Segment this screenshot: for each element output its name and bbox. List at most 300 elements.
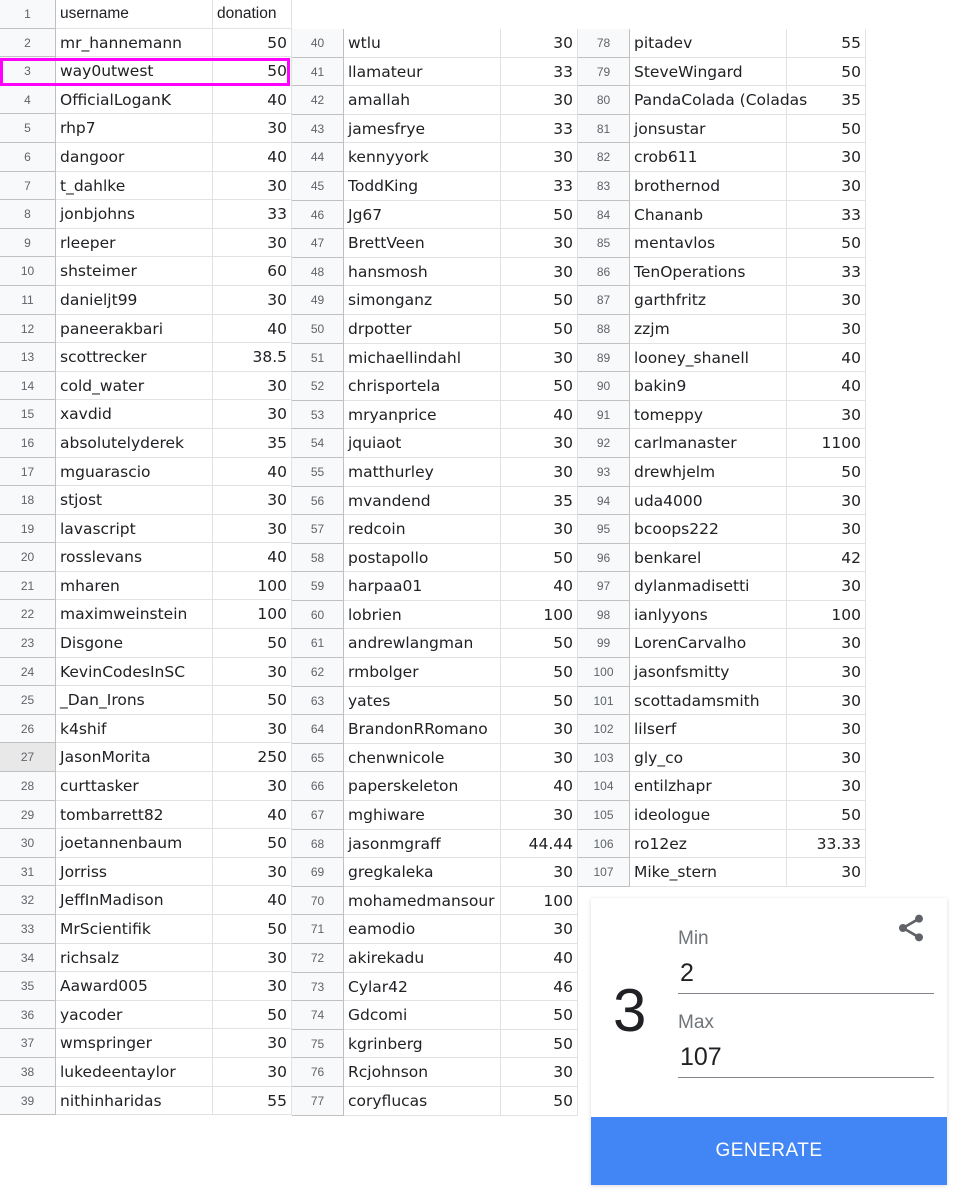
row-number[interactable]: 85 (578, 229, 630, 258)
row-number[interactable]: 35 (0, 972, 56, 1001)
username-cell[interactable]: brothernod (630, 172, 787, 201)
donation-cell[interactable]: 40 (213, 801, 292, 830)
donation-cell[interactable]: 30 (787, 315, 866, 344)
username-cell[interactable]: BrandonRRomano (344, 715, 501, 744)
row-number[interactable]: 62 (292, 658, 344, 687)
username-cell[interactable]: kgrinberg (344, 1030, 501, 1059)
username-cell[interactable]: curttasker (56, 772, 213, 801)
donation-cell[interactable]: 30 (787, 286, 866, 315)
row-number[interactable]: 41 (292, 58, 344, 87)
row-number[interactable]: 21 (0, 572, 56, 601)
row-number[interactable]: 3 (0, 57, 56, 86)
username-cell[interactable]: drpotter (344, 315, 501, 344)
username-cell[interactable]: wtlu (344, 29, 501, 58)
donation-cell[interactable]: 50 (787, 229, 866, 258)
row-number[interactable]: 95 (578, 515, 630, 544)
donation-cell[interactable]: 50 (501, 315, 578, 344)
username-cell[interactable]: jonbjohns (56, 200, 213, 229)
row-number[interactable]: 20 (0, 543, 56, 572)
username-cell[interactable]: ideologue (630, 801, 787, 830)
donation-cell[interactable]: 33 (213, 200, 292, 229)
row-number[interactable]: 1 (0, 0, 56, 29)
username-cell[interactable]: llamateur (344, 58, 501, 87)
username-cell[interactable]: dylanmadisetti (630, 572, 787, 601)
username-cell[interactable]: Rcjohnson (344, 1058, 501, 1087)
donation-cell[interactable]: 40 (787, 372, 866, 401)
username-cell[interactable]: LorenCarvalho (630, 629, 787, 658)
donation-cell[interactable]: 30 (787, 715, 866, 744)
donation-cell[interactable]: 50 (213, 686, 292, 715)
donation-cell[interactable]: 50 (501, 286, 578, 315)
donation-cell[interactable]: 30 (501, 858, 578, 887)
donation-cell[interactable]: 30 (213, 972, 292, 1001)
donation-cell[interactable]: 55 (213, 1087, 292, 1116)
username-cell[interactable]: kennyyork (344, 143, 501, 172)
donation-cell[interactable]: 30 (501, 143, 578, 172)
username-cell[interactable]: yacoder (56, 1001, 213, 1030)
generate-button[interactable]: GENERATE (591, 1117, 947, 1185)
donation-cell[interactable]: 50 (787, 458, 866, 487)
username-cell[interactable]: tombarrett82 (56, 801, 213, 830)
username-cell[interactable]: OfficialLoganK (56, 86, 213, 115)
username-cell[interactable]: uda4000 (630, 487, 787, 516)
username-cell[interactable]: mvandend (344, 487, 501, 516)
username-cell[interactable]: absolutelyderek (56, 429, 213, 458)
row-number[interactable]: 84 (578, 201, 630, 230)
username-cell[interactable]: chrisportela (344, 372, 501, 401)
donation-cell[interactable]: 30 (501, 801, 578, 830)
row-number[interactable]: 46 (292, 201, 344, 230)
donation-cell[interactable]: 50 (501, 544, 578, 573)
row-number[interactable]: 54 (292, 429, 344, 458)
username-cell[interactable]: nithinharidas (56, 1087, 213, 1116)
username-cell[interactable]: BrettVeen (344, 229, 501, 258)
donation-cell[interactable]: 46 (501, 973, 578, 1002)
header-username[interactable]: username (56, 0, 213, 29)
username-cell[interactable]: _Dan_Irons (56, 686, 213, 715)
donation-cell[interactable]: 33 (501, 172, 578, 201)
username-cell[interactable]: joetannenbaum (56, 829, 213, 858)
row-number[interactable]: 91 (578, 401, 630, 430)
donation-cell[interactable]: 50 (213, 1001, 292, 1030)
row-number[interactable]: 6 (0, 143, 56, 172)
row-number[interactable]: 5 (0, 114, 56, 143)
donation-cell[interactable]: 30 (213, 400, 292, 429)
username-cell[interactable]: akirekadu (344, 944, 501, 973)
row-number[interactable]: 81 (578, 115, 630, 144)
donation-cell[interactable]: 50 (501, 1030, 578, 1059)
donation-cell[interactable]: 50 (501, 1001, 578, 1030)
username-cell[interactable]: mentavlos (630, 229, 787, 258)
username-cell[interactable]: TenOperations (630, 258, 787, 287)
row-number[interactable]: 39 (0, 1087, 56, 1116)
donation-cell[interactable]: 30 (213, 114, 292, 143)
row-number[interactable]: 52 (292, 372, 344, 401)
username-cell[interactable]: way0utwest (56, 57, 213, 86)
row-number[interactable]: 51 (292, 344, 344, 373)
username-cell[interactable]: Gdcomi (344, 1001, 501, 1030)
username-cell[interactable]: garthfritz (630, 286, 787, 315)
row-number[interactable]: 102 (578, 715, 630, 744)
row-number[interactable]: 107 (578, 858, 630, 887)
donation-cell[interactable]: 33.33 (787, 830, 866, 859)
row-number[interactable]: 14 (0, 372, 56, 401)
donation-cell[interactable]: 55 (787, 29, 866, 58)
donation-cell[interactable]: 40 (213, 886, 292, 915)
username-cell[interactable]: drewhjelm (630, 458, 787, 487)
row-number[interactable]: 55 (292, 458, 344, 487)
row-number[interactable]: 69 (292, 858, 344, 887)
row-number[interactable]: 36 (0, 1001, 56, 1030)
username-cell[interactable]: KevinCodesInSC (56, 658, 213, 687)
username-cell[interactable]: JeffInMadison (56, 886, 213, 915)
row-number[interactable]: 104 (578, 772, 630, 801)
row-number[interactable]: 18 (0, 486, 56, 515)
username-cell[interactable]: SteveWingard (630, 58, 787, 87)
donation-cell[interactable]: 44.44 (501, 830, 578, 859)
username-cell[interactable]: shsteimer (56, 257, 213, 286)
donation-cell[interactable]: 35 (787, 86, 866, 115)
username-cell[interactable]: harpaa01 (344, 572, 501, 601)
donation-cell[interactable]: 30 (787, 772, 866, 801)
donation-cell[interactable]: 30 (501, 458, 578, 487)
row-number[interactable]: 43 (292, 115, 344, 144)
row-number[interactable]: 10 (0, 257, 56, 286)
donation-cell[interactable]: 33 (787, 201, 866, 230)
row-number[interactable]: 16 (0, 429, 56, 458)
donation-cell[interactable]: 40 (213, 458, 292, 487)
donation-cell[interactable]: 30 (213, 715, 292, 744)
row-number[interactable]: 78 (578, 29, 630, 58)
username-cell[interactable]: bcoops222 (630, 515, 787, 544)
donation-cell[interactable]: 40 (501, 401, 578, 430)
row-number[interactable]: 72 (292, 944, 344, 973)
row-number[interactable]: 103 (578, 744, 630, 773)
row-number[interactable]: 89 (578, 344, 630, 373)
row-number[interactable]: 45 (292, 172, 344, 201)
donation-cell[interactable]: 30 (213, 172, 292, 201)
donation-cell[interactable]: 30 (213, 858, 292, 887)
donation-cell[interactable]: 30 (501, 715, 578, 744)
row-number[interactable]: 105 (578, 801, 630, 830)
donation-cell[interactable]: 50 (787, 58, 866, 87)
header-donation[interactable]: donation (213, 0, 292, 29)
donation-cell[interactable]: 1100 (787, 429, 866, 458)
row-number[interactable]: 63 (292, 687, 344, 716)
username-cell[interactable]: mryanprice (344, 401, 501, 430)
donation-cell[interactable]: 30 (787, 143, 866, 172)
donation-cell[interactable]: 100 (787, 601, 866, 630)
row-number[interactable]: 29 (0, 801, 56, 830)
donation-cell[interactable]: 42 (787, 544, 866, 573)
username-cell[interactable]: benkarel (630, 544, 787, 573)
donation-cell[interactable]: 30 (213, 1029, 292, 1058)
donation-cell[interactable]: 40 (213, 543, 292, 572)
username-cell[interactable]: simonganz (344, 286, 501, 315)
username-cell[interactable]: yates (344, 687, 501, 716)
row-number[interactable]: 49 (292, 286, 344, 315)
username-cell[interactable]: mharen (56, 572, 213, 601)
donation-cell[interactable]: 30 (501, 915, 578, 944)
donation-cell[interactable]: 30 (213, 944, 292, 973)
donation-cell[interactable]: 30 (501, 515, 578, 544)
donation-cell[interactable]: 30 (501, 344, 578, 373)
username-cell[interactable]: k4shif (56, 715, 213, 744)
row-number[interactable]: 96 (578, 544, 630, 573)
row-number[interactable]: 99 (578, 629, 630, 658)
row-number[interactable]: 59 (292, 572, 344, 601)
row-number[interactable]: 101 (578, 687, 630, 716)
share-icon[interactable] (895, 912, 927, 944)
username-cell[interactable]: coryflucas (344, 1087, 501, 1116)
username-cell[interactable]: andrewlangman (344, 629, 501, 658)
row-number[interactable]: 22 (0, 600, 56, 629)
username-cell[interactable]: Jorriss (56, 858, 213, 887)
donation-cell[interactable]: 50 (213, 57, 292, 86)
row-number[interactable]: 79 (578, 58, 630, 87)
donation-cell[interactable]: 35 (501, 487, 578, 516)
row-number[interactable]: 61 (292, 629, 344, 658)
row-number[interactable]: 8 (0, 200, 56, 229)
donation-cell[interactable]: 50 (213, 29, 292, 58)
donation-cell[interactable]: 100 (501, 887, 578, 916)
username-cell[interactable]: t_dahlke (56, 172, 213, 201)
donation-cell[interactable]: 35 (213, 429, 292, 458)
donation-cell[interactable]: 30 (787, 572, 866, 601)
row-number[interactable]: 24 (0, 658, 56, 687)
username-cell[interactable]: looney_shanell (630, 344, 787, 373)
row-number[interactable]: 32 (0, 886, 56, 915)
username-cell[interactable]: lilserf (630, 715, 787, 744)
donation-cell[interactable]: 30 (501, 1058, 578, 1087)
row-number[interactable]: 80 (578, 86, 630, 115)
username-cell[interactable]: carlmanaster (630, 429, 787, 458)
username-cell[interactable]: lobrien (344, 601, 501, 630)
row-number[interactable]: 67 (292, 801, 344, 830)
username-cell[interactable]: michaellindahl (344, 344, 501, 373)
username-cell[interactable]: chenwnicole (344, 744, 501, 773)
donation-cell[interactable]: 30 (787, 172, 866, 201)
donation-cell[interactable]: 30 (787, 858, 866, 887)
username-cell[interactable]: eamodio (344, 915, 501, 944)
row-number[interactable]: 37 (0, 1029, 56, 1058)
username-cell[interactable]: scottrecker (56, 343, 213, 372)
username-cell[interactable]: cold_water (56, 372, 213, 401)
row-number[interactable]: 4 (0, 86, 56, 115)
donation-cell[interactable]: 100 (501, 601, 578, 630)
row-number[interactable]: 25 (0, 686, 56, 715)
donation-cell[interactable]: 30 (213, 658, 292, 687)
username-cell[interactable]: rosslevans (56, 543, 213, 572)
row-number[interactable]: 93 (578, 458, 630, 487)
row-number[interactable]: 86 (578, 258, 630, 287)
username-cell[interactable]: mghiware (344, 801, 501, 830)
donation-cell[interactable]: 50 (213, 629, 292, 658)
username-cell[interactable]: Mike_stern (630, 858, 787, 887)
donation-cell[interactable]: 50 (501, 629, 578, 658)
row-number[interactable]: 76 (292, 1058, 344, 1087)
username-cell[interactable]: wmspringer (56, 1029, 213, 1058)
username-cell[interactable]: rmbolger (344, 658, 501, 687)
donation-cell[interactable]: 30 (501, 86, 578, 115)
max-input[interactable] (678, 1038, 934, 1078)
donation-cell[interactable]: 30 (787, 487, 866, 516)
row-number[interactable]: 48 (292, 258, 344, 287)
username-cell[interactable]: gly_co (630, 744, 787, 773)
row-number[interactable]: 23 (0, 629, 56, 658)
row-number[interactable]: 74 (292, 1001, 344, 1030)
username-cell[interactable]: bakin9 (630, 372, 787, 401)
row-number[interactable]: 98 (578, 601, 630, 630)
donation-cell[interactable]: 30 (213, 229, 292, 258)
donation-cell[interactable]: 33 (501, 115, 578, 144)
row-number[interactable]: 9 (0, 229, 56, 258)
username-cell[interactable]: Cylar42 (344, 973, 501, 1002)
donation-cell[interactable]: 30 (213, 772, 292, 801)
donation-cell[interactable]: 30 (787, 658, 866, 687)
donation-cell[interactable]: 50 (501, 658, 578, 687)
username-cell[interactable]: zzjm (630, 315, 787, 344)
row-number[interactable]: 31 (0, 858, 56, 887)
row-number[interactable]: 17 (0, 458, 56, 487)
row-number[interactable]: 53 (292, 401, 344, 430)
donation-cell[interactable]: 30 (501, 744, 578, 773)
username-cell[interactable]: amallah (344, 86, 501, 115)
username-cell[interactable]: scottadamsmith (630, 687, 787, 716)
row-number[interactable]: 100 (578, 658, 630, 687)
row-number[interactable]: 56 (292, 487, 344, 516)
donation-cell[interactable]: 50 (501, 201, 578, 230)
row-number[interactable]: 92 (578, 429, 630, 458)
username-cell[interactable]: danieljt99 (56, 286, 213, 315)
username-cell[interactable]: PandaColada (Coladas (630, 86, 787, 115)
username-cell[interactable]: MrScientifik (56, 915, 213, 944)
donation-cell[interactable]: 30 (213, 372, 292, 401)
username-cell[interactable]: stjost (56, 486, 213, 515)
row-number[interactable]: 70 (292, 887, 344, 916)
username-cell[interactable]: hansmosh (344, 258, 501, 287)
donation-cell[interactable]: 40 (213, 86, 292, 115)
donation-cell[interactable]: 50 (787, 801, 866, 830)
donation-cell[interactable]: 30 (213, 486, 292, 515)
username-cell[interactable]: rleeper (56, 229, 213, 258)
username-cell[interactable]: redcoin (344, 515, 501, 544)
username-cell[interactable]: richsalz (56, 944, 213, 973)
donation-cell[interactable]: 30 (213, 515, 292, 544)
username-cell[interactable]: tomeppy (630, 401, 787, 430)
donation-cell[interactable]: 38.5 (213, 343, 292, 372)
row-number[interactable]: 7 (0, 172, 56, 201)
row-number[interactable]: 26 (0, 715, 56, 744)
username-cell[interactable]: crob611 (630, 143, 787, 172)
donation-cell[interactable]: 33 (501, 58, 578, 87)
row-number[interactable]: 12 (0, 315, 56, 344)
donation-cell[interactable]: 50 (787, 115, 866, 144)
username-cell[interactable]: mguarascio (56, 458, 213, 487)
donation-cell[interactable]: 100 (213, 600, 292, 629)
row-number[interactable]: 28 (0, 772, 56, 801)
username-cell[interactable]: ro12ez (630, 830, 787, 859)
username-cell[interactable]: pitadev (630, 29, 787, 58)
username-cell[interactable]: gregkaleka (344, 858, 501, 887)
donation-cell[interactable]: 40 (501, 772, 578, 801)
username-cell[interactable]: maximweinstein (56, 600, 213, 629)
row-number[interactable]: 57 (292, 515, 344, 544)
row-number[interactable]: 2 (0, 29, 56, 58)
donation-cell[interactable]: 50 (213, 829, 292, 858)
row-number[interactable]: 13 (0, 343, 56, 372)
donation-cell[interactable]: 30 (213, 286, 292, 315)
row-number[interactable]: 44 (292, 143, 344, 172)
donation-cell[interactable]: 33 (787, 258, 866, 287)
row-number[interactable]: 94 (578, 487, 630, 516)
donation-cell[interactable]: 50 (501, 687, 578, 716)
username-cell[interactable]: lavascript (56, 515, 213, 544)
row-number[interactable]: 90 (578, 372, 630, 401)
donation-cell[interactable]: 50 (213, 915, 292, 944)
donation-cell[interactable]: 40 (787, 344, 866, 373)
username-cell[interactable]: dangoor (56, 143, 213, 172)
donation-cell[interactable]: 50 (501, 1087, 578, 1116)
row-number[interactable]: 75 (292, 1030, 344, 1059)
row-number[interactable]: 27 (0, 743, 56, 772)
username-cell[interactable]: jasonfsmitty (630, 658, 787, 687)
row-number[interactable]: 66 (292, 772, 344, 801)
donation-cell[interactable]: 30 (501, 258, 578, 287)
donation-cell[interactable]: 40 (501, 572, 578, 601)
row-number[interactable]: 47 (292, 229, 344, 258)
username-cell[interactable]: ToddKing (344, 172, 501, 201)
row-number[interactable]: 97 (578, 572, 630, 601)
row-number[interactable]: 42 (292, 86, 344, 115)
row-number[interactable]: 64 (292, 715, 344, 744)
donation-cell[interactable]: 30 (501, 229, 578, 258)
username-cell[interactable]: ianlyyons (630, 601, 787, 630)
row-number[interactable]: 11 (0, 286, 56, 315)
row-number[interactable]: 19 (0, 515, 56, 544)
username-cell[interactable]: Aaward005 (56, 972, 213, 1001)
username-cell[interactable]: mohamedmansour (344, 887, 501, 916)
row-number[interactable]: 40 (292, 29, 344, 58)
username-cell[interactable]: mr_hannemann (56, 29, 213, 58)
min-input[interactable] (678, 954, 934, 994)
username-cell[interactable]: Chananb (630, 201, 787, 230)
donation-cell[interactable]: 30 (787, 744, 866, 773)
row-number[interactable]: 82 (578, 143, 630, 172)
row-number[interactable]: 73 (292, 973, 344, 1002)
username-cell[interactable]: postapollo (344, 544, 501, 573)
donation-cell[interactable]: 30 (787, 629, 866, 658)
row-number[interactable]: 88 (578, 315, 630, 344)
username-cell[interactable]: Disgone (56, 629, 213, 658)
row-number[interactable]: 83 (578, 172, 630, 201)
donation-cell[interactable]: 40 (213, 143, 292, 172)
donation-cell[interactable]: 100 (213, 572, 292, 601)
row-number[interactable]: 65 (292, 744, 344, 773)
donation-cell[interactable]: 50 (501, 372, 578, 401)
donation-cell[interactable]: 40 (501, 944, 578, 973)
username-cell[interactable]: entilzhapr (630, 772, 787, 801)
username-cell[interactable]: paneerakbari (56, 315, 213, 344)
donation-cell[interactable]: 30 (787, 515, 866, 544)
row-number[interactable]: 38 (0, 1058, 56, 1087)
donation-cell[interactable]: 30 (787, 401, 866, 430)
row-number[interactable]: 30 (0, 829, 56, 858)
row-number[interactable]: 34 (0, 944, 56, 973)
username-cell[interactable]: xavdid (56, 400, 213, 429)
row-number[interactable]: 58 (292, 544, 344, 573)
username-cell[interactable]: Jg67 (344, 201, 501, 230)
